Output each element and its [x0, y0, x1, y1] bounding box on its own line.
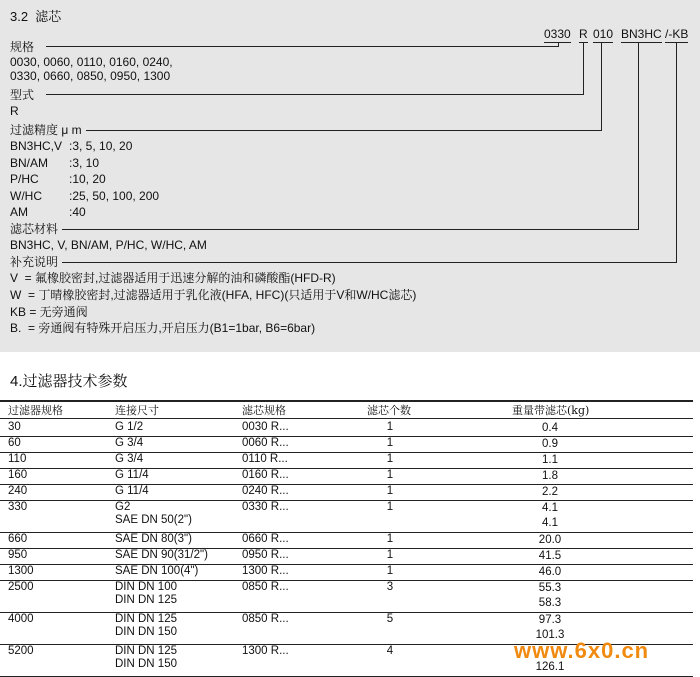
precision-value: :10, 20 [69, 172, 106, 186]
precision-label: 过滤精度 μ m [10, 123, 82, 137]
row-weight: 20.0 [538, 534, 562, 546]
row-divider [0, 484, 693, 485]
row-element-count: 4 [386, 645, 394, 657]
supplement-line: B. = 旁通阀有特殊开启压力,开启压力(B1=1bar, B6=6bar) [10, 321, 316, 335]
row-divider [0, 500, 693, 501]
row-filter-size: 950 [8, 549, 28, 561]
material-label: 滤芯材料 [10, 222, 59, 236]
supplement-label: 补充说明 [10, 255, 59, 269]
row-filter-size: 1300 [8, 565, 34, 577]
row-element-count: 1 [386, 533, 394, 545]
row-weight: 46.0 [538, 566, 562, 578]
leader-line-precision [86, 130, 601, 131]
row-filter-size: 160 [8, 469, 28, 481]
row-filter-size: 60 [8, 437, 21, 449]
precision-value: :25, 50, 100, 200 [69, 189, 160, 203]
row-weight: 4.1 [542, 502, 558, 514]
row-element-count: 1 [386, 485, 394, 497]
type-value: R [10, 104, 19, 118]
row-filter-size: 240 [8, 485, 28, 497]
row-element: 0850 R... [242, 581, 289, 593]
row-element: 0330 R... [242, 501, 289, 513]
row-element-count: 1 [386, 421, 394, 433]
row-element-count: 1 [386, 469, 394, 481]
supplement-line: KB = 无旁通阀 [10, 305, 88, 319]
row-filter-size: 30 [8, 421, 21, 433]
material-value: BN3HC, V, BN/AM, P/HC, W/HC, AM [10, 238, 207, 252]
row-element: 0110 R... [242, 453, 288, 465]
leader-drop-precision [601, 42, 602, 131]
row-element: 0030 R... [242, 421, 289, 433]
precision-value: :3, 5, 10, 20 [69, 139, 133, 153]
row-element-count: 3 [386, 581, 394, 593]
row-weight: 4.1 [542, 517, 558, 529]
code-size: 0330 [544, 27, 571, 41]
row-element: 0850 R... [242, 613, 289, 625]
leader-line-type [46, 94, 583, 95]
leader-drop-supplement [676, 42, 677, 263]
leader-line-spec [46, 46, 558, 47]
row-weight: 1.8 [542, 470, 558, 482]
row-element: 0240 R... [242, 485, 289, 497]
row-element: 1300 R... [242, 565, 289, 577]
row-filter-size: 5200 [8, 645, 34, 657]
row-connection: SAE DN 80(3") [115, 533, 192, 545]
leader-line-supplement [62, 262, 676, 263]
precision-value: :40 [69, 205, 86, 219]
row-divider [0, 548, 693, 549]
watermark: www.6x0.cn [514, 638, 650, 663]
spec-label: 规格 [10, 40, 35, 54]
row-divider [0, 468, 693, 469]
row-element: 0160 R... [242, 469, 289, 481]
leader-line-material [62, 229, 638, 230]
spec-values-1: 0030, 0060, 0110, 0160, 0240, [10, 55, 173, 69]
header-connection: 连接尺寸 [115, 404, 159, 417]
precision-key: W/HC [10, 189, 42, 203]
precision-key: BN3HC,V [10, 139, 63, 153]
row-connection: DIN DN 125 [115, 613, 177, 625]
row-element-count: 1 [386, 565, 394, 577]
leader-drop-material [638, 42, 639, 230]
code-supplement: /-KB [665, 27, 689, 41]
row-divider [0, 452, 693, 453]
type-label: 型式 [10, 88, 35, 102]
table-top-rule [0, 400, 693, 402]
row-filter-size: 110 [8, 453, 27, 465]
row-connection: DIN DN 150 [115, 658, 177, 670]
precision-key: BN/AM [10, 156, 49, 170]
section-title: 3.2 滤芯 [10, 9, 62, 24]
tech-params-title: 4.过滤器技术参数 [10, 373, 128, 390]
row-connection: DIN DN 150 [115, 626, 177, 638]
row-connection: G 1/2 [115, 421, 144, 433]
row-connection: DIN DN 125 [115, 594, 177, 606]
row-element-count: 1 [386, 501, 394, 513]
spec-values-2: 0330, 0660, 0850, 0950, 1300 [10, 69, 171, 83]
row-element: 0950 R... [242, 549, 289, 561]
row-filter-size: 2500 [8, 581, 34, 593]
row-element: 0660 R... [242, 533, 289, 545]
header-weight: 重量带滤芯(kg) [512, 404, 590, 417]
row-weight: 58.3 [538, 597, 562, 609]
row-weight: 0.4 [542, 422, 558, 434]
code-material: BN3HC [621, 27, 662, 41]
code-precision: 010 [593, 27, 614, 41]
row-connection: SAE DN 90(31/2") [115, 549, 208, 561]
row-element-count: 1 [386, 437, 394, 449]
row-weight: 126.1 [535, 661, 565, 673]
precision-value: :3, 10 [69, 156, 100, 170]
row-weight: 101.3 [535, 629, 565, 641]
row-connection: DIN DN 125 [115, 645, 177, 657]
row-filter-size: 330 [8, 501, 28, 513]
row-connection: G 11/4 [115, 469, 149, 481]
table-header-rule [0, 418, 693, 419]
supplement-line: W = 丁晴橡胶密封,过滤器适用于乳化液(HFA, HFC)(只适用于V和W/HC滤芯) [10, 288, 417, 302]
leader-drop-type [583, 42, 584, 95]
header-element-count: 滤芯个数 [367, 404, 411, 417]
header-element: 滤芯规格 [242, 404, 286, 417]
header-filter-size: 过滤器规格 [8, 404, 63, 417]
leader-drop-spec [558, 42, 559, 47]
row-weight: 41.5 [538, 550, 562, 562]
row-connection: G 11/4 [115, 485, 149, 497]
row-weight: 97.3 [538, 614, 562, 626]
row-element-count: 5 [386, 613, 394, 625]
row-element-count: 1 [386, 549, 394, 561]
row-weight: 1.1 [542, 454, 558, 466]
code-type: R [579, 27, 588, 41]
row-divider [0, 580, 693, 581]
row-connection: G2 [115, 501, 131, 513]
row-filter-size: 4000 [8, 613, 34, 625]
row-connection: DIN DN 100 [115, 581, 177, 593]
precision-key: AM [10, 205, 28, 219]
precision-key: P/HC [10, 172, 39, 186]
row-weight: 55.3 [538, 582, 562, 594]
row-divider [0, 436, 693, 437]
row-divider [0, 612, 693, 613]
row-connection: G 3/4 [115, 453, 144, 465]
row-divider [0, 564, 693, 565]
row-connection: SAE DN 100(4") [115, 565, 199, 577]
row-connection: SAE DN 50(2") [115, 514, 192, 526]
row-weight: 0.9 [542, 438, 558, 450]
row-divider [0, 532, 693, 533]
row-element: 0060 R... [242, 437, 289, 449]
row-connection: G 3/4 [115, 437, 144, 449]
row-weight: 2.2 [542, 486, 558, 498]
supplement-line: V = 氟橡胶密封,过滤器适用于迅速分解的油和磷酸酯(HFD-R) [10, 271, 336, 285]
row-element: 1300 R... [242, 645, 289, 657]
row-filter-size: 660 [8, 533, 28, 545]
row-element-count: 1 [386, 453, 394, 465]
